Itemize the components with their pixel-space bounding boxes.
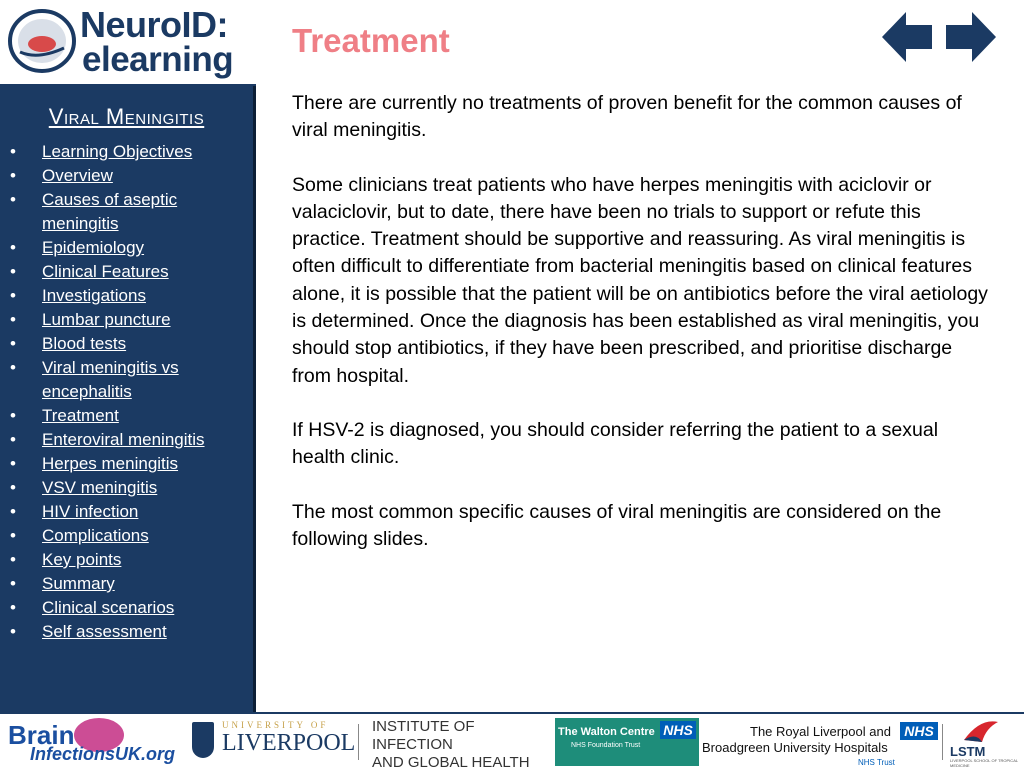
sidebar-item bbox=[0, 260, 253, 284]
brain-infections-line1: Brain bbox=[8, 720, 75, 750]
logo-top-text: NeuroID: bbox=[80, 4, 228, 45]
nhs-badge: NHS bbox=[660, 721, 696, 739]
sidebar-item bbox=[0, 164, 253, 188]
brain-icon bbox=[8, 8, 76, 74]
paragraph: Some clinicians treat patients who have herpes meningitis with aciclovir or valaciclovir, but to date, there have been no trials to support or refute this practice. Treatment should be supportive and reassuring. As viral meningitis is often difficult to differentiate from bacterial meningitis based on clinical features alone, it is possible that the patient will be on antibiotics before the viral aetiology is determined. Once the diagnosis has been established as viral meningitis, you should stop antibiotics, if they have been prescribed, and prioritise discharge from hospital. bbox=[292, 173, 988, 387]
sidebar-link-overview[interactable]: Overview bbox=[42, 166, 113, 185]
brain-infections-line2: InfectionsUK.org bbox=[30, 744, 176, 764]
nhs-badge: NHS bbox=[900, 722, 938, 740]
paragraph: The most common specific causes of viral meningitis are considered on the following slides. bbox=[292, 500, 942, 550]
sidebar-item bbox=[0, 356, 253, 404]
sidebar-link-vs-encephalitis[interactable]: Viral meningitis vs encephalitis bbox=[42, 358, 179, 401]
logo-bottom-text: elearning bbox=[82, 40, 234, 79]
rlbuh-line2: Broadgreen University Hospitals bbox=[702, 740, 888, 755]
page-title: Treatment bbox=[292, 22, 450, 59]
lstm-logo bbox=[946, 718, 1022, 766]
main-content bbox=[292, 90, 992, 580]
crest-icon bbox=[192, 722, 214, 758]
royal-liverpool-logo bbox=[702, 718, 940, 766]
sidebar-item bbox=[0, 572, 253, 596]
paragraph: If HSV-2 is diagnosed, you should consider referring the patient to a sexual health clinic. bbox=[292, 418, 939, 469]
divider bbox=[358, 724, 359, 760]
sidebar-item bbox=[0, 428, 253, 452]
sidebar-link-blood-tests[interactable]: Blood tests bbox=[42, 334, 127, 353]
iigh-line1: INSTITUTE OF INFECTION bbox=[372, 718, 475, 753]
sidebar-item bbox=[0, 500, 253, 524]
sidebar-item bbox=[0, 596, 253, 620]
iigh-logo bbox=[372, 718, 550, 766]
iigh-line2: AND GLOBAL HEALTH bbox=[372, 754, 530, 768]
sidebar-item bbox=[0, 620, 253, 644]
rlbuh-line1: The Royal Liverpool and bbox=[750, 724, 891, 739]
sidebar bbox=[0, 86, 256, 712]
sidebar-item bbox=[0, 404, 253, 428]
liverpool-name: LIVERPOOL bbox=[222, 730, 356, 756]
sidebar-link-summary[interactable]: Summary bbox=[42, 574, 115, 593]
sidebar-link-learning-objectives[interactable]: Learning Objectives bbox=[42, 142, 193, 161]
sidebar-link-complications[interactable]: Complications bbox=[42, 526, 149, 545]
liverpool-university-of: UNIVERSITY OF bbox=[222, 720, 329, 730]
rlbuh-line3: NHS Trust bbox=[858, 758, 895, 767]
walton-sub: NHS Foundation Trust bbox=[571, 742, 641, 749]
university-of-liverpool-logo bbox=[192, 718, 356, 766]
sidebar-item bbox=[0, 548, 253, 572]
sidebar-item bbox=[0, 476, 253, 500]
sidebar-item bbox=[0, 284, 253, 308]
walton-centre-logo bbox=[555, 718, 699, 766]
sidebar-nav bbox=[0, 140, 253, 644]
sidebar-item bbox=[0, 188, 253, 236]
sidebar-link-epidemiology[interactable]: Epidemiology bbox=[42, 238, 145, 257]
sidebar-link-lumbar-puncture[interactable]: Lumbar puncture bbox=[42, 310, 171, 329]
sidebar-link-treatment[interactable]: Treatment bbox=[42, 406, 119, 425]
walton-name: The Walton Centre bbox=[558, 726, 655, 738]
divider bbox=[942, 724, 943, 760]
sidebar-item bbox=[0, 140, 253, 164]
lstm-mark-icon bbox=[960, 718, 1000, 744]
paragraph: There are currently no treatments of proven benefit for the common causes of viral meningitis. bbox=[292, 92, 962, 142]
lstm-name: LSTM bbox=[950, 744, 986, 759]
arrow-right-icon[interactable] bbox=[944, 10, 998, 64]
sidebar-item bbox=[0, 236, 253, 260]
sidebar-link-enteroviral[interactable]: Enteroviral meningitis bbox=[42, 430, 205, 449]
sidebar-item bbox=[0, 452, 253, 476]
sidebar-link-hiv[interactable]: HIV infection bbox=[42, 502, 139, 521]
sidebar-item bbox=[0, 308, 253, 332]
sidebar-link-herpes[interactable]: Herpes meningitis bbox=[42, 454, 179, 473]
sidebar-link-investigations[interactable]: Investigations bbox=[42, 286, 146, 305]
sidebar-item bbox=[0, 524, 253, 548]
arrow-left-icon[interactable] bbox=[880, 10, 934, 64]
sidebar-link-key-points[interactable]: Key points bbox=[42, 550, 122, 569]
sidebar-item bbox=[0, 332, 253, 356]
neuroid-logo bbox=[0, 0, 256, 86]
sidebar-link-causes[interactable]: Causes of aseptic meningitis bbox=[42, 190, 178, 233]
lstm-sub: LIVERPOOL SCHOOL OF TROPICAL MEDICINE bbox=[950, 758, 1018, 768]
slide-navigation bbox=[880, 10, 1000, 64]
partner-logos-footer bbox=[0, 712, 1024, 768]
sidebar-link-self-assessment[interactable]: Self assessment bbox=[42, 622, 167, 641]
brain-infections-logo bbox=[6, 718, 188, 766]
sidebar-link-clinical-features[interactable]: Clinical Features bbox=[42, 262, 169, 281]
sidebar-link-clinical-scenarios[interactable]: Clinical scenarios bbox=[42, 598, 175, 617]
sidebar-link-vsv[interactable]: VSV meningitis bbox=[42, 478, 158, 497]
sidebar-title[interactable]: Viral Meningitis bbox=[48, 104, 205, 129]
